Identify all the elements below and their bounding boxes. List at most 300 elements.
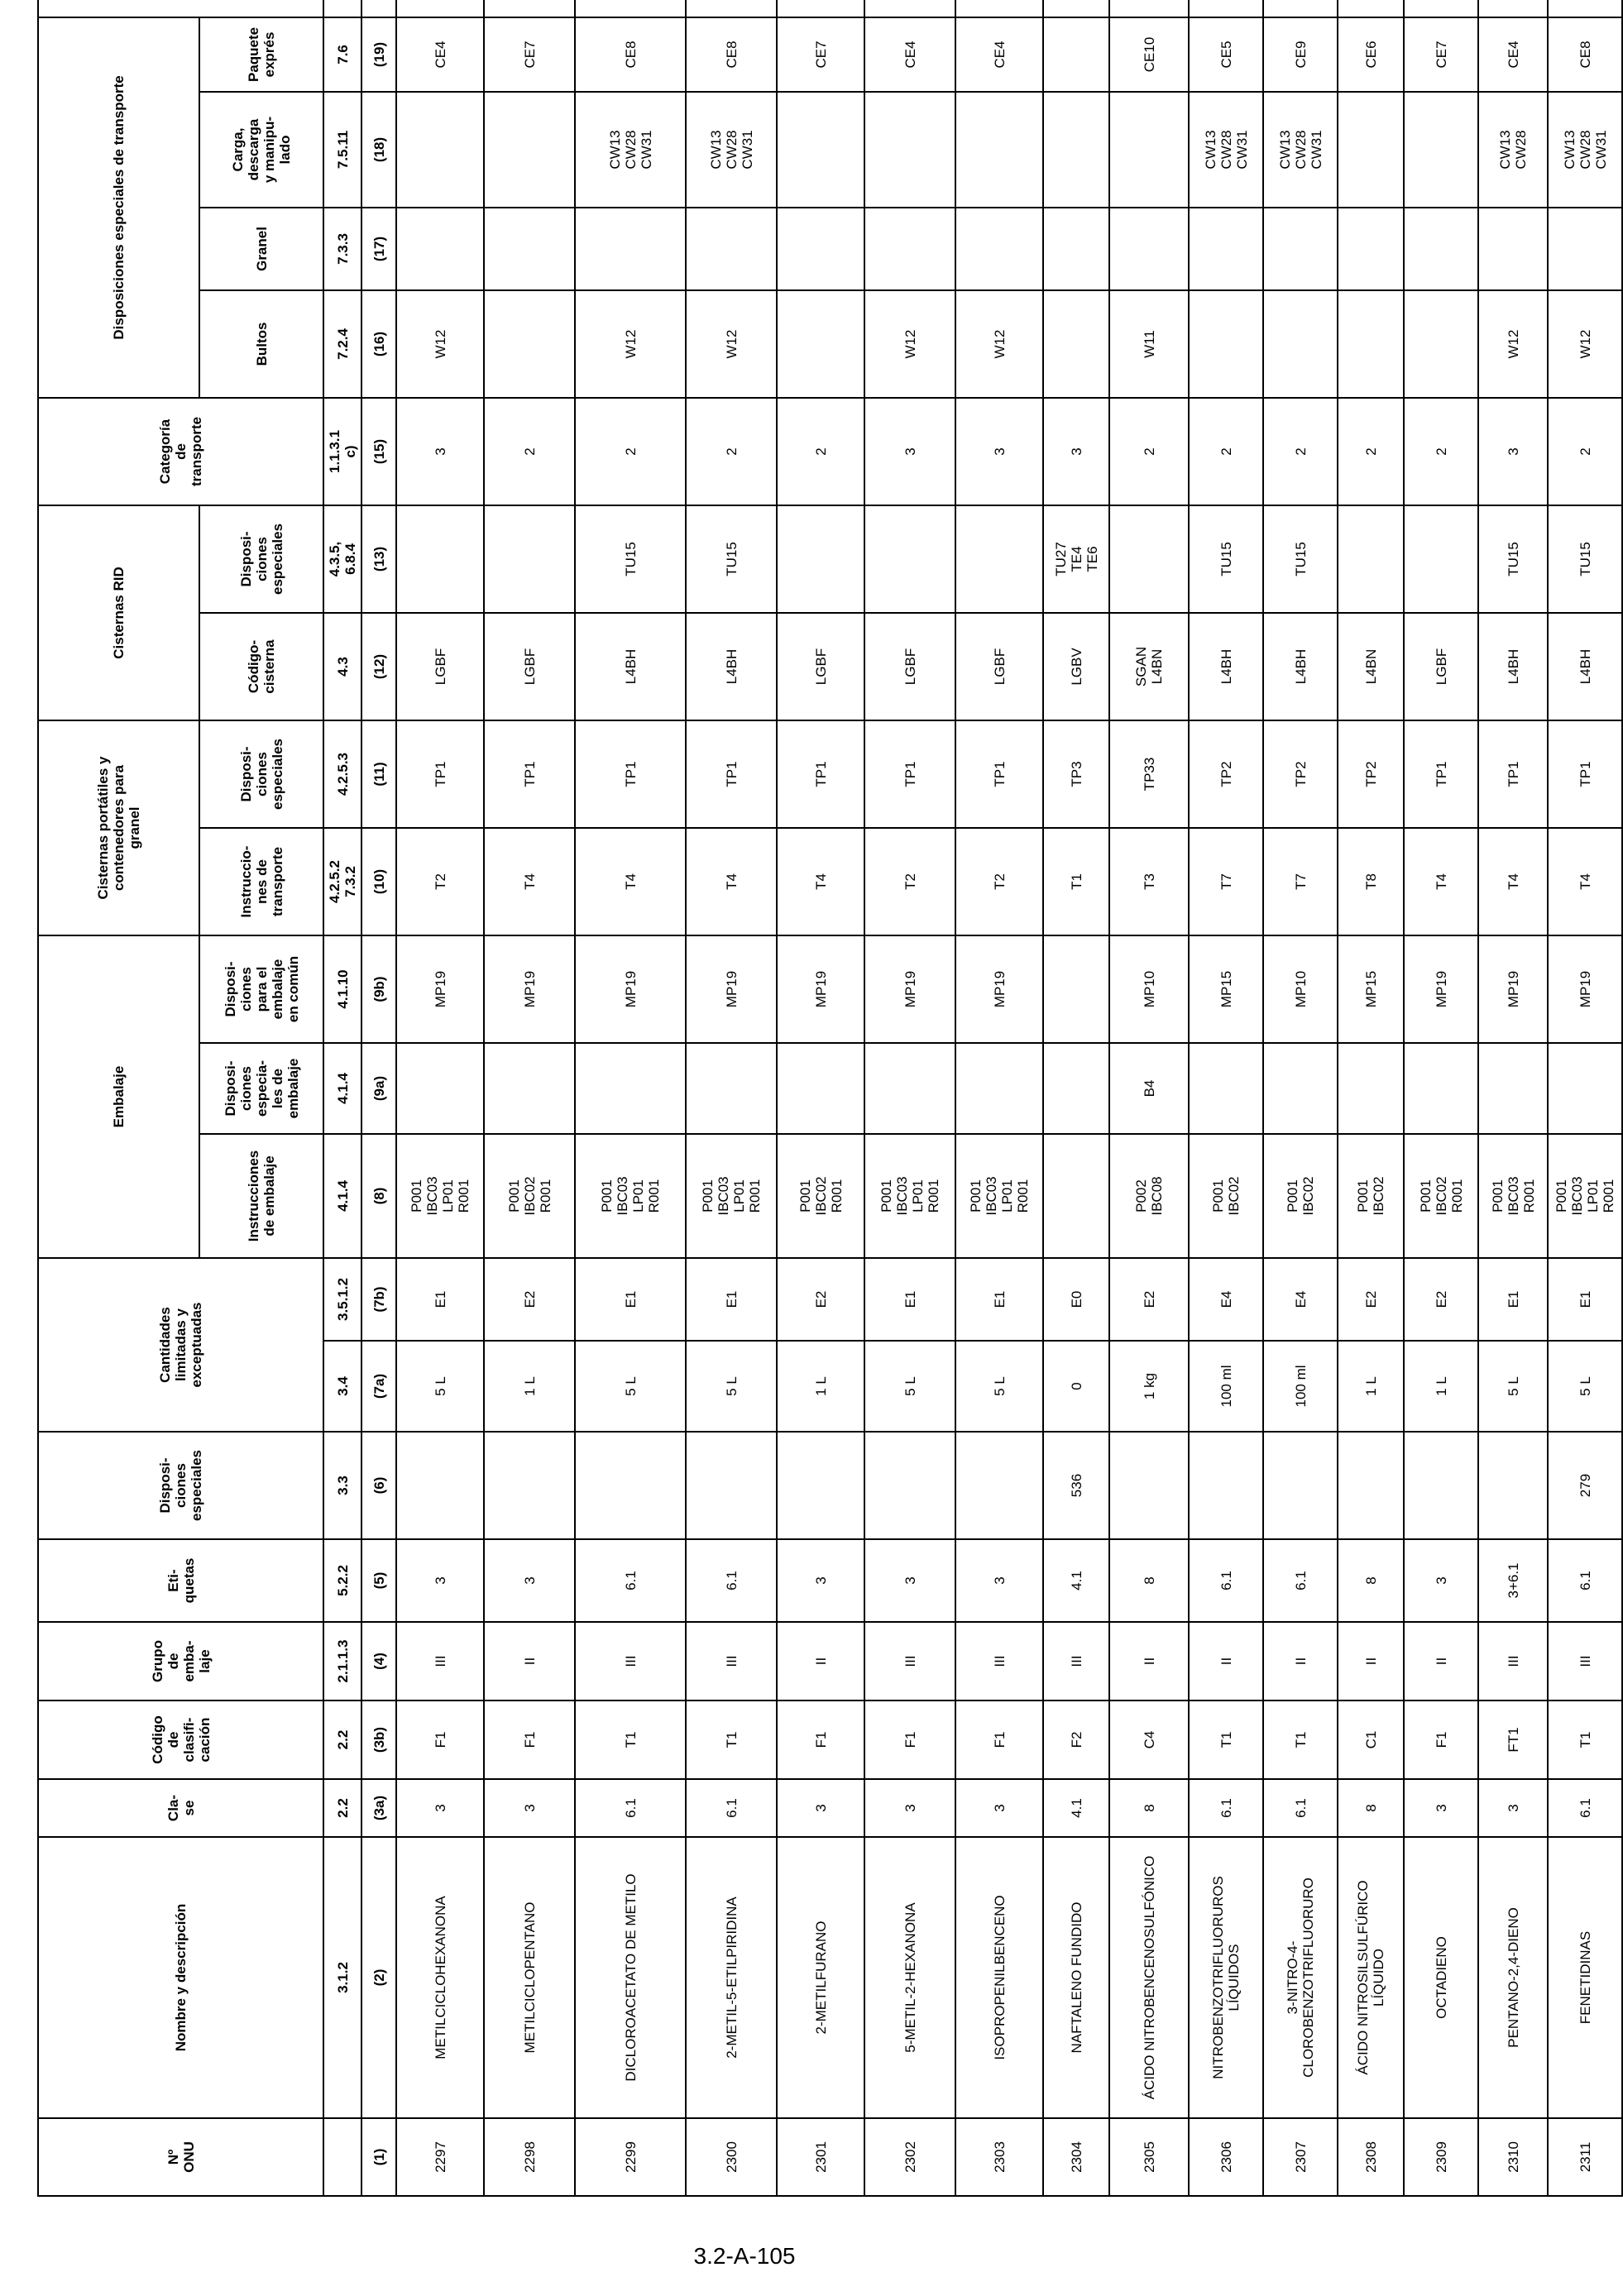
- table-cell: 8: [1109, 1539, 1189, 1622]
- table-cell: TP1: [1478, 720, 1548, 828]
- table-cell: W12: [575, 290, 686, 398]
- ref-cell: 7.6: [323, 17, 361, 92]
- table-row: [1478, 0, 1548, 2196]
- table-cell: 3: [777, 1779, 864, 1837]
- table-cell: II: [484, 1622, 575, 1700]
- table-cell: [1109, 208, 1189, 290]
- table-cell: MP19: [1404, 935, 1478, 1043]
- header-limited-quantities: Cantidades limitadas y exceptuadas: [38, 1258, 323, 1432]
- table-cell: III: [575, 1622, 686, 1700]
- table-cell: [1478, 1432, 1548, 1539]
- table-cell: III: [396, 1622, 484, 1700]
- table-cell: MP10: [1109, 935, 1189, 1043]
- table-cell: [1263, 1043, 1338, 1134]
- table-cell: CE4: [396, 17, 484, 92]
- table-cell: T1: [1263, 1700, 1338, 1779]
- table-cell: [396, 1432, 484, 1539]
- table-cell: 3: [1404, 1779, 1478, 1837]
- table-cell: [1043, 208, 1109, 290]
- table-cell: II: [1263, 1622, 1338, 1700]
- table-row: [484, 0, 575, 2196]
- table-cell: SGAN L4BN: [1109, 613, 1189, 720]
- table-cell: L4BN: [1338, 613, 1404, 720]
- table-cell: E1: [686, 1258, 777, 1341]
- table-cell: L4BH: [575, 613, 686, 720]
- colnum-cell: [361, 0, 396, 17]
- table-cell: 8: [1338, 1539, 1404, 1622]
- colnum-cell: (6): [361, 1432, 396, 1539]
- header-pt-special: Disposi- ciones especiales: [199, 720, 323, 828]
- table-cell: MP19: [955, 935, 1043, 1043]
- table-cell: III: [686, 1622, 777, 1700]
- table-cell: 6.1: [686, 1779, 777, 1837]
- table-cell: E1: [1478, 1258, 1548, 1341]
- table-cell: 3: [396, 1779, 484, 1837]
- table-cell: 2308: [1338, 2118, 1404, 2196]
- table-cell: [864, 1432, 955, 1539]
- table-cell: LGBF: [484, 613, 575, 720]
- table-cell: 3: [1404, 1539, 1478, 1622]
- colnum-cell: (1): [361, 2118, 396, 2196]
- table-cell: 2302: [864, 2118, 955, 2196]
- table-cell: PENTANO-2,4-DIENO: [1478, 1837, 1548, 2118]
- ref-cell: 4.1.4: [323, 1043, 361, 1134]
- header-packages: Bultos: [199, 290, 323, 398]
- table-cell: P001 IBC02 R001: [1404, 1134, 1478, 1258]
- table-cell: E2: [1109, 1258, 1189, 1341]
- table-cell: [1404, 0, 1478, 17]
- table-cell: 3: [396, 1539, 484, 1622]
- table-cell: 2299: [575, 2118, 686, 2196]
- table-cell: 3: [1478, 1779, 1548, 1837]
- table-cell: [955, 1432, 1043, 1539]
- table-cell: P001 IBC03 R001: [1478, 1134, 1548, 1258]
- table-cell: 2: [1338, 398, 1404, 505]
- colnum-cell: (19): [361, 17, 396, 92]
- table-cell: LGBV: [1043, 613, 1109, 720]
- table-cell: B4: [1109, 1043, 1189, 1134]
- table-cell: W12: [1478, 290, 1548, 398]
- table-cell: TU15: [575, 505, 686, 613]
- table-cell: 2297: [396, 2118, 484, 2196]
- table-cell: [1338, 0, 1404, 17]
- table-cell: [1109, 1432, 1189, 1539]
- table-cell: 0: [1043, 1341, 1109, 1432]
- table-cell: 5 L: [686, 1341, 777, 1432]
- table-cell: [1404, 1043, 1478, 1134]
- table-cell: 3: [864, 1539, 955, 1622]
- table-row: [1404, 0, 1478, 2196]
- table-cell: TP1: [686, 720, 777, 828]
- table-cell: TU15: [1263, 505, 1338, 613]
- table-cell: [1109, 0, 1189, 17]
- table-cell: E1: [575, 1258, 686, 1341]
- table-cell: OCTADIENO: [1404, 1837, 1478, 2118]
- table-cell: [1548, 1043, 1622, 1134]
- table-cell: 2: [1263, 398, 1338, 505]
- table-cell: F2: [1043, 1700, 1109, 1779]
- table-cell: 6.1: [1263, 1779, 1338, 1837]
- table-cell: T4: [1548, 828, 1622, 935]
- table-cell: T4: [484, 828, 575, 935]
- table-cell: 4.1: [1043, 1779, 1109, 1837]
- table-cell: III: [1043, 1622, 1109, 1700]
- table-cell: TP1: [575, 720, 686, 828]
- table-cell: [686, 1043, 777, 1134]
- table-cell: [396, 0, 484, 17]
- table-cell: [864, 1043, 955, 1134]
- colnum-cell: (9b): [361, 935, 396, 1043]
- table-cell: 2: [484, 398, 575, 505]
- ref-cell: 4.3.5, 6.8.4: [323, 505, 361, 613]
- table-cell: 1 L: [777, 1341, 864, 1432]
- table-cell: W12: [686, 290, 777, 398]
- table-cell: TP1: [955, 720, 1043, 828]
- colnum-cell: (2): [361, 1837, 396, 2118]
- table-cell: [1043, 290, 1109, 398]
- table-cell: 100 ml: [1189, 1341, 1263, 1432]
- table-cell: 1 L: [1404, 1341, 1478, 1432]
- table-cell: [686, 1432, 777, 1539]
- table-cell: [1548, 0, 1622, 17]
- table-cell: [955, 1043, 1043, 1134]
- table-cell: 2300: [686, 2118, 777, 2196]
- table-cell: LGBF: [864, 613, 955, 720]
- table-cell: [575, 208, 686, 290]
- table-cell: W12: [864, 290, 955, 398]
- header-portable-tanks: Cisternas portátiles y contenedores para granel: [38, 720, 199, 935]
- colnum-cell: (12): [361, 613, 396, 720]
- table-cell: [1404, 505, 1478, 613]
- ref-cell: 1.1.3.1 c): [323, 398, 361, 505]
- ref-cell: 3.4: [323, 1341, 361, 1432]
- table-cell: 2: [1404, 398, 1478, 505]
- table-cell: E1: [864, 1258, 955, 1341]
- table-cell: [777, 208, 864, 290]
- table-cell: TP1: [1404, 720, 1478, 828]
- table-cell: 5 L: [1548, 1341, 1622, 1432]
- table-cell: [1338, 1432, 1404, 1539]
- header-pkg-mixed: Disposi- ciones para el embalaje en común: [199, 935, 323, 1043]
- table-cell: T4: [1404, 828, 1478, 935]
- table-cell: 6.1: [1548, 1779, 1622, 1837]
- ref-cell: 2.1.1.3: [323, 1622, 361, 1700]
- table-cell: T1: [1189, 1700, 1263, 1779]
- table-cell: TP1: [777, 720, 864, 828]
- table-cell: 2-METILFURANO: [777, 1837, 864, 2118]
- table-cell: 6.1: [686, 1539, 777, 1622]
- table-cell: 3+6.1: [1478, 1539, 1548, 1622]
- table-cell: [864, 208, 955, 290]
- table-cell: 3: [864, 398, 955, 505]
- table-cell: 100 ml: [1263, 1341, 1338, 1432]
- table-cell: 6.1: [575, 1539, 686, 1622]
- table-cell: METILCICLOPENTANO: [484, 1837, 575, 2118]
- table-row: [1548, 0, 1622, 2196]
- table-cell: TP2: [1338, 720, 1404, 828]
- table-cell: [955, 208, 1043, 290]
- table-cell: MP19: [686, 935, 777, 1043]
- colnum-cell: (4): [361, 1622, 396, 1700]
- table-cell: E1: [955, 1258, 1043, 1341]
- table-cell: [1043, 1043, 1109, 1134]
- table-cell: 3: [864, 1779, 955, 1837]
- table-cell: [1263, 1432, 1338, 1539]
- table-cell: 2306: [1189, 2118, 1263, 2196]
- table-cell: P001 IBC02 R001: [777, 1134, 864, 1258]
- table-cell: [1338, 92, 1404, 208]
- table-cell: II: [1189, 1622, 1263, 1700]
- table-cell: [955, 505, 1043, 613]
- header-pkg-special: Disposi- ciones especia- les de embalaje: [199, 1043, 323, 1134]
- table-cell: 6.1: [1189, 1539, 1263, 1622]
- table-cell: 8: [1338, 1779, 1404, 1837]
- table-cell: 5 L: [575, 1341, 686, 1432]
- table-cell: 536: [1043, 1432, 1109, 1539]
- ref-cell: 5.2.2: [323, 1539, 361, 1622]
- table-cell: CW13 CW28 CW31: [1548, 92, 1622, 208]
- colnum-cell: (17): [361, 208, 396, 290]
- table-cell: [777, 1432, 864, 1539]
- header-packaging: Embalaje: [38, 935, 199, 1258]
- table-cell: 5-METIL-2-HEXANONA: [864, 1837, 955, 2118]
- table-cell: TP1: [864, 720, 955, 828]
- colnum-cell: (5): [361, 1539, 396, 1622]
- header-special-provisions: Disposi- ciones especiales: [38, 1432, 323, 1539]
- header-pkg-instructions: Instrucciones de embalaje: [199, 1134, 323, 1258]
- table-cell: 2301: [777, 2118, 864, 2196]
- table-cell: [1043, 17, 1109, 92]
- table-row: [1338, 0, 1404, 2196]
- table-cell: 3: [484, 1539, 575, 1622]
- table-cell: II: [1404, 1622, 1478, 1700]
- colnum-cell: (7a): [361, 1341, 396, 1432]
- table-cell: MP19: [575, 935, 686, 1043]
- table-cell: [955, 92, 1043, 208]
- ref-cell: 3.3: [323, 1432, 361, 1539]
- table-cell: 2311: [1548, 2118, 1622, 2196]
- table-cell: [1043, 935, 1109, 1043]
- header-rid-special: Disposi- ciones especiales: [199, 505, 323, 613]
- table-cell: CW13 CW28 CW31: [686, 92, 777, 208]
- ref-cell: 4.1.10: [323, 935, 361, 1043]
- table-cell: MP19: [396, 935, 484, 1043]
- table-cell: 2305: [1109, 2118, 1189, 2196]
- table-cell: [1404, 92, 1478, 208]
- table-cell: 5 L: [1478, 1341, 1548, 1432]
- ref-cell: 4.1.4: [323, 1134, 361, 1258]
- table-cell: [484, 92, 575, 208]
- table-cell: [1043, 92, 1109, 208]
- table-cell: [1189, 208, 1263, 290]
- table-cell: TU27 TE4 TE6: [1043, 505, 1109, 613]
- colnum-cell: (8): [361, 1134, 396, 1258]
- table-cell: [1404, 208, 1478, 290]
- table-cell: P001 IBC03 LP01 R001: [575, 1134, 686, 1258]
- page-number: 3.2-A-105: [693, 2243, 796, 2269]
- table-cell: MP19: [864, 935, 955, 1043]
- table-cell: P001 IBC03 LP01 R001: [955, 1134, 1043, 1258]
- table-cell: C4: [1109, 1700, 1189, 1779]
- ref-cell: 7.2.4: [323, 290, 361, 398]
- table-cell: 2: [1548, 398, 1622, 505]
- table-cell: 3: [1043, 398, 1109, 505]
- table-cell: T4: [575, 828, 686, 935]
- table-cell: [484, 1432, 575, 1539]
- table-cell: 6.1: [1263, 1539, 1338, 1622]
- table-row: [1109, 0, 1189, 2196]
- header-class: Cla- se: [38, 1779, 323, 1837]
- ref-cell: 7.5.11: [323, 92, 361, 208]
- table-cell: [484, 290, 575, 398]
- table-cell: [1189, 0, 1263, 17]
- table-cell: T1: [1548, 1700, 1622, 1779]
- table-cell: [864, 92, 955, 208]
- table-cell: 1 kg: [1109, 1341, 1189, 1432]
- table-cell: CE4: [864, 17, 955, 92]
- table-cell: [1338, 208, 1404, 290]
- table-cell: T4: [686, 828, 777, 935]
- table-cell: T1: [1043, 828, 1109, 935]
- table-cell: [777, 0, 864, 17]
- colnum-cell: (13): [361, 505, 396, 613]
- table-cell: 2304: [1043, 2118, 1109, 2196]
- table-cell: CE7: [777, 17, 864, 92]
- table-cell: [686, 208, 777, 290]
- table-cell: T2: [864, 828, 955, 935]
- table-row: [955, 0, 1043, 2196]
- table-cell: 5 L: [396, 1341, 484, 1432]
- table-cell: 2-METIL-5-ETILPIRIDINA: [686, 1837, 777, 2118]
- table-cell: F1: [955, 1700, 1043, 1779]
- table-cell: [777, 505, 864, 613]
- table-cell: P001 IBC02: [1189, 1134, 1263, 1258]
- table-cell: W12: [396, 290, 484, 398]
- table-cell: TP3: [1043, 720, 1109, 828]
- table-cell: T7: [1263, 828, 1338, 935]
- table-cell: [1404, 1432, 1478, 1539]
- table-cell: [1263, 0, 1338, 17]
- table-cell: 279: [1548, 1432, 1622, 1539]
- table-row: [1263, 0, 1338, 2196]
- table-cell: [396, 208, 484, 290]
- header-bulk: Granel: [199, 208, 323, 290]
- table-cell: TP1: [396, 720, 484, 828]
- table-cell: [1548, 208, 1622, 290]
- table-cell: MP19: [1548, 935, 1622, 1043]
- table-row: [777, 0, 864, 2196]
- table-cell: [1263, 290, 1338, 398]
- table-cell: E0: [1043, 1258, 1109, 1341]
- table-cell: [1189, 1043, 1263, 1134]
- table-cell: [1478, 0, 1548, 17]
- table-cell: [575, 1432, 686, 1539]
- header-packing-group: Grupo de emba- laje: [38, 1622, 323, 1700]
- ref-cell: [323, 2118, 361, 2196]
- table-cell: LGBF: [777, 613, 864, 720]
- table-cell: [955, 0, 1043, 17]
- table-cell: MP19: [484, 935, 575, 1043]
- header-class-code: Código de clasifi- cación: [38, 1700, 323, 1779]
- table-cell: F1: [777, 1700, 864, 1779]
- table-cell: [484, 505, 575, 613]
- ref-cell: 4.2.5.3: [323, 720, 361, 828]
- header-special-transport: Disposiciones especiales de transporte: [38, 17, 199, 398]
- table-cell: C1: [1338, 1700, 1404, 1779]
- table-cell: T4: [1478, 828, 1548, 935]
- header-transport-category: Categoría de transporte: [38, 398, 323, 505]
- table-cell: MP10: [1263, 935, 1338, 1043]
- table-cell: MP15: [1338, 935, 1404, 1043]
- table-cell: T2: [955, 828, 1043, 935]
- table-row: [1043, 0, 1109, 2196]
- table-cell: CE4: [1478, 17, 1548, 92]
- ref-cell: 2.2: [323, 1779, 361, 1837]
- table-cell: F1: [484, 1700, 575, 1779]
- table-cell: 3: [955, 398, 1043, 505]
- table-cell: MP19: [1478, 935, 1548, 1043]
- table-cell: E2: [484, 1258, 575, 1341]
- table-cell: TP33: [1109, 720, 1189, 828]
- table-cell: CE7: [1404, 17, 1478, 92]
- table-cell: TP2: [1263, 720, 1338, 828]
- table-cell: 3: [955, 1539, 1043, 1622]
- table-cell: TU15: [1189, 505, 1263, 613]
- table-cell: T2: [396, 828, 484, 935]
- table-cell: P001 IBC03 LP01 R001: [686, 1134, 777, 1258]
- table-cell: 1 L: [1338, 1341, 1404, 1432]
- table-cell: III: [1548, 1622, 1622, 1700]
- table-cell: 3: [1478, 398, 1548, 505]
- header-rid-code: Código- cisterna: [199, 613, 323, 720]
- table-cell: [575, 1043, 686, 1134]
- table-cell: 3: [955, 1779, 1043, 1837]
- table-cell: [777, 1043, 864, 1134]
- ref-cell: 4.3: [323, 613, 361, 720]
- table-cell: 2309: [1404, 2118, 1478, 2196]
- table-cell: [1043, 1134, 1109, 1258]
- table-cell: FENETIDINAS: [1548, 1837, 1622, 2118]
- table-cell: [1189, 290, 1263, 398]
- table-cell: [686, 0, 777, 17]
- colnum-cell: (15): [361, 398, 396, 505]
- table-cell: CE4: [955, 17, 1043, 92]
- ref-row: [323, 0, 361, 2196]
- table-cell: F1: [1404, 1700, 1478, 1779]
- table-cell: III: [1478, 1622, 1548, 1700]
- header-name: Nombre y descripción: [38, 1837, 323, 2118]
- table-cell: 2: [1109, 398, 1189, 505]
- table-cell: [396, 1043, 484, 1134]
- table-cell: T4: [777, 828, 864, 935]
- table-row: [396, 0, 484, 2196]
- table-cell: E2: [1404, 1258, 1478, 1341]
- table-cell: TU15: [1478, 505, 1548, 613]
- table-cell: [575, 0, 686, 17]
- table-cell: CE5: [1189, 17, 1263, 92]
- table-cell: TU15: [1548, 505, 1622, 613]
- table-cell: L4BH: [1478, 613, 1548, 720]
- table-cell: 4.1: [1043, 1539, 1109, 1622]
- colnum-cell: (7b): [361, 1258, 396, 1341]
- table-cell: [777, 290, 864, 398]
- table-cell: 2310: [1478, 2118, 1548, 2196]
- table-cell: P001 IBC03 LP01 R001: [864, 1134, 955, 1258]
- table-cell: E2: [777, 1258, 864, 1341]
- table-cell: W11: [1109, 290, 1189, 398]
- table-cell: 2303: [955, 2118, 1043, 2196]
- table-cell: [484, 1043, 575, 1134]
